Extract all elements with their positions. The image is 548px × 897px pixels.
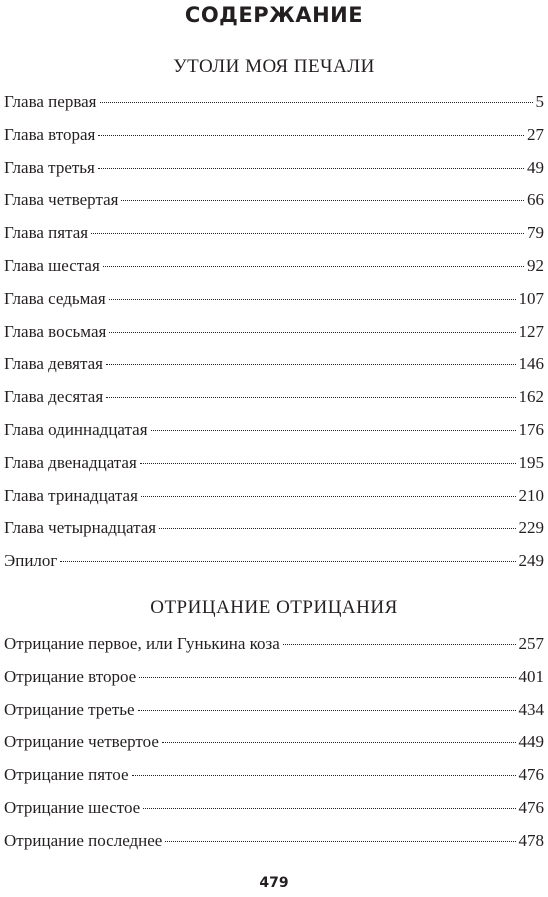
- toc-entry-page: 79: [527, 223, 544, 243]
- section-title: ОТРИЦАНИЕ ОТРИЦАНИЯ: [150, 597, 398, 618]
- toc-entry: [4, 156, 544, 189]
- dot-leader: [162, 742, 516, 743]
- toc-entry-title: Глава первая: [4, 92, 97, 111]
- toc-entry-page: 249: [518, 551, 544, 571]
- toc-entry-title: Отрицание третье: [4, 699, 135, 719]
- dot-leader: [100, 102, 533, 103]
- dot-leader: [141, 496, 516, 497]
- toc-entry-page: 476: [518, 765, 544, 785]
- dot-leader: [91, 233, 524, 234]
- toc-entry-title: Глава седьмая: [4, 288, 106, 308]
- dot-leader: [151, 430, 516, 431]
- toc-entry: [4, 254, 544, 287]
- toc-entry: [4, 352, 544, 385]
- dot-leader: [132, 775, 516, 776]
- toc-entry-title: Глава пятая: [4, 223, 89, 243]
- toc-entry-title: Глава девятая: [4, 354, 103, 374]
- toc-entry-title: Глава двенадцатая: [4, 452, 137, 472]
- toc-list: [4, 632, 544, 862]
- dot-leader: [98, 168, 524, 169]
- toc-entry-page: 257: [518, 634, 544, 653]
- dot-leader: [109, 299, 516, 300]
- toc-entry-title: Отрицание последнее: [4, 830, 163, 850]
- dot-leader: [121, 200, 524, 201]
- dot-leader: [283, 644, 516, 645]
- toc-entry-page: 434: [518, 699, 544, 719]
- toc-entry: [4, 763, 544, 796]
- section-title: УТОЛИ МОЯ ПЕЧАЛИ: [173, 56, 375, 77]
- toc-entry-page: 449: [518, 732, 544, 752]
- toc-entry-title: Глава четырнадцатая: [4, 518, 157, 538]
- dot-leader: [109, 332, 515, 333]
- toc-entry-title: Глава тринадцатая: [4, 485, 138, 505]
- toc-entry-page: 27: [527, 124, 544, 144]
- toc-entry: [4, 484, 544, 517]
- toc-entry-title: Глава шестая: [4, 255, 100, 275]
- dot-leader: [98, 135, 524, 136]
- page-title: СОДЕРЖАНИЕ: [184, 3, 364, 27]
- toc-entry-page: 176: [518, 419, 544, 439]
- toc-entry-page: 127: [518, 321, 544, 341]
- dot-leader: [138, 710, 516, 711]
- toc-entry: [4, 632, 544, 665]
- dot-leader: [159, 528, 515, 529]
- toc-entry: [4, 221, 544, 254]
- toc-entry: [4, 418, 544, 451]
- toc-entry-title: Эпилог: [4, 551, 58, 571]
- toc-entry-page: 210: [518, 485, 544, 505]
- dot-leader: [60, 561, 515, 562]
- toc-entry-page: 49: [527, 157, 544, 177]
- toc-entry: [4, 796, 544, 829]
- toc-entry-page: 478: [518, 830, 544, 850]
- toc-entry-page: 92: [527, 255, 544, 275]
- toc-entry: [4, 123, 544, 156]
- toc-entry-title: Глава восьмая: [4, 321, 107, 341]
- toc-entry-title: Глава вторая: [4, 124, 96, 144]
- toc-entry-title: Отрицание шестое: [4, 797, 141, 817]
- toc-entry: [4, 665, 544, 698]
- dot-leader: [106, 364, 516, 365]
- toc-entry-title: Отрицание четвертое: [4, 732, 159, 752]
- toc-entry-page: 229: [518, 518, 544, 538]
- toc-entry-page: 401: [518, 666, 544, 686]
- dot-leader: [140, 463, 516, 464]
- dot-leader: [103, 266, 524, 267]
- toc-entry-page: 66: [527, 190, 544, 210]
- toc-entry: [4, 730, 544, 763]
- toc-entry-title: Глава одиннадцатая: [4, 419, 148, 439]
- toc-entry-page: 162: [518, 387, 544, 407]
- toc-entry-title: Отрицание пятое: [4, 765, 129, 785]
- dot-leader: [139, 677, 515, 678]
- page-number: 479: [259, 875, 289, 891]
- toc-entry: [4, 188, 544, 221]
- toc-entry: [4, 287, 544, 320]
- toc-entry-page: 107: [518, 288, 544, 308]
- dot-leader: [165, 841, 515, 842]
- toc-entry: [4, 549, 544, 582]
- toc-entry: [4, 516, 544, 549]
- toc-entry-title: Глава четвертая: [4, 190, 119, 210]
- toc-entry-page: 476: [518, 797, 544, 817]
- toc-entry: [4, 320, 544, 353]
- toc-entry-page: 195: [518, 452, 544, 472]
- toc-entry: [4, 385, 544, 418]
- toc-entry: [4, 451, 544, 484]
- toc-entry-title: Отрицание первое, или Гунькина коза: [4, 634, 280, 653]
- toc-entry-page: 146: [518, 354, 544, 374]
- toc-entry-title: Глава третья: [4, 157, 95, 177]
- toc-entry-title: Глава десятая: [4, 387, 104, 407]
- toc-entry-page: 5: [535, 92, 544, 111]
- toc-entry: [4, 698, 544, 731]
- toc-entry: [4, 90, 544, 123]
- toc-entry: [4, 829, 544, 862]
- dot-leader: [106, 397, 515, 398]
- toc-list: [4, 90, 544, 582]
- dot-leader: [143, 808, 515, 809]
- toc-entry-title: Отрицание второе: [4, 666, 137, 686]
